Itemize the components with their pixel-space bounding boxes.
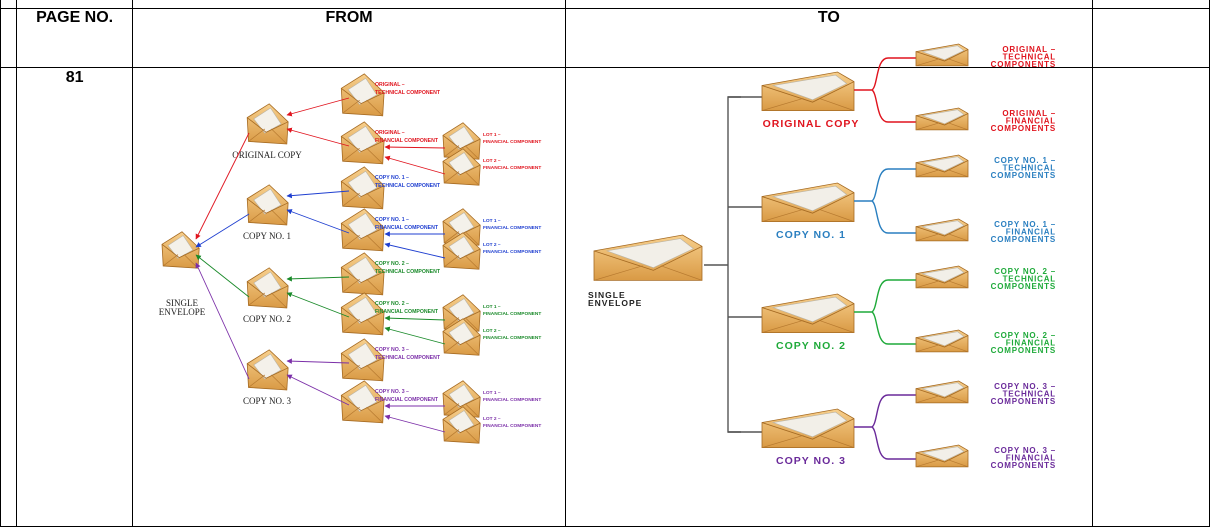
copy-label: COPY NO. 1	[243, 231, 292, 241]
financial-component-envelope-icon	[916, 108, 968, 130]
copy-envelope-icon	[762, 409, 854, 448]
connector-arrow	[196, 255, 249, 297]
connector-arrow	[287, 129, 349, 146]
technical-component-envelope-icon	[916, 266, 968, 288]
financial-component-label: COPY NO. 2 – FINANCIAL COMPONENTS	[990, 331, 1056, 355]
copy-envelope-icon	[762, 72, 854, 111]
to-cell	[565, 45, 1092, 527]
connector-arrow	[385, 244, 445, 258]
financial-component-label: COPY NO. 2 – FINANCIAL COMPONENT	[375, 301, 439, 315]
lot-label: LOT 1 – FINANCIAL COMPONENT	[483, 219, 542, 231]
connector-arrow	[385, 416, 445, 432]
connector-arrow	[385, 318, 445, 320]
technical-component-label: COPY NO. 3 – TECHNICAL COMPONENTS	[990, 382, 1056, 406]
main-bracket	[728, 97, 741, 432]
page-number: 81	[17, 68, 133, 527]
component-bracket	[854, 395, 888, 459]
financial-component-label: ORIGINAL – FINANCIAL COMPONENT	[375, 130, 439, 144]
header-from: FROM	[133, 9, 566, 68]
technical-component-label: COPY NO. 2 – TECHNICAL COMPONENTS	[990, 267, 1056, 291]
cell-margin	[1, 0, 17, 9]
single-envelope-label: SINGLE ENVELOPE	[158, 298, 206, 317]
header-to: TO	[565, 9, 1092, 68]
copy-label: ORIGINAL COPY	[232, 150, 302, 160]
header-page-no: PAGE NO.	[17, 9, 133, 68]
financial-component-label: COPY NO. 1 – FINANCIAL COMPONENT	[375, 217, 439, 231]
copy-label: ORIGINAL COPY	[762, 118, 860, 130]
technical-component-label: ORIGINAL – TECHNICAL COMPONENT	[375, 82, 441, 96]
to-diagram	[566, 45, 1090, 526]
copy-envelope-icon	[247, 268, 288, 308]
connector-arrow	[385, 157, 445, 174]
single-envelope-icon	[162, 232, 199, 268]
lot-label: LOT 1 – FINANCIAL COMPONENT	[483, 305, 542, 317]
lot-label: LOT 2 – FINANCIAL COMPONENT	[483, 243, 542, 255]
connector-arrow	[287, 98, 349, 115]
cell-margin	[1, 68, 17, 527]
from-diagram	[133, 68, 563, 526]
copy-envelope-icon	[762, 294, 854, 333]
technical-component-label: COPY NO. 2 – TECHNICAL COMPONENT	[375, 261, 441, 275]
header-extra	[1092, 9, 1209, 68]
connector-arrow	[287, 210, 349, 233]
financial-component-envelope-icon	[916, 445, 968, 467]
copy-label: COPY NO. 1	[775, 229, 846, 241]
single-envelope-label: SINGLE ENVELOPE	[587, 290, 643, 308]
copy-envelope-icon	[247, 185, 288, 225]
component-bracket	[854, 280, 888, 344]
connector-arrow	[385, 328, 445, 344]
copy-label: COPY NO. 3	[775, 455, 846, 467]
lot-label: LOT 2 – FINANCIAL COMPONENT	[483, 329, 542, 341]
connector-arrow	[196, 214, 249, 247]
technical-component-label: COPY NO. 1 – TECHNICAL COMPONENTS	[990, 156, 1056, 180]
top-strip	[1, 0, 1210, 9]
financial-component-envelope-icon	[916, 330, 968, 352]
connector-arrow	[287, 293, 349, 317]
copy-label: COPY NO. 2	[775, 340, 846, 352]
component-bracket	[854, 58, 888, 122]
financial-component-label: COPY NO. 3 – FINANCIAL COMPONENT	[375, 389, 439, 403]
connector-arrow	[196, 263, 249, 379]
lot-label: LOT 2 – FINANCIAL COMPONENT	[483, 417, 542, 429]
technical-component-envelope-icon	[916, 381, 968, 403]
technical-component-label: COPY NO. 3 – TECHNICAL COMPONENT	[375, 347, 441, 361]
lot-label: LOT 1 – FINANCIAL COMPONENT	[483, 133, 542, 145]
technical-component-label: COPY NO. 1 – TECHNICAL COMPONENT	[375, 175, 441, 189]
lot-label: LOT 2 – FINANCIAL COMPONENT	[483, 159, 542, 171]
from-cell	[133, 68, 566, 527]
financial-component-envelope-icon	[916, 219, 968, 241]
copy-label: COPY NO. 2	[243, 314, 292, 324]
component-bracket	[854, 169, 888, 233]
financial-component-label: COPY NO. 1 – FINANCIAL COMPONENTS	[990, 220, 1056, 244]
copy-envelope-icon	[247, 104, 288, 144]
lot-label: LOT 1 – FINANCIAL COMPONENT	[483, 391, 542, 403]
connector-arrow	[287, 277, 349, 279]
cell-margin	[1, 9, 17, 68]
copy-envelope-icon	[762, 183, 854, 222]
connector-arrow	[385, 147, 445, 148]
financial-component-label: COPY NO. 3 – FINANCIAL COMPONENTS	[990, 446, 1056, 470]
connector-arrow	[196, 133, 249, 239]
connector-arrow	[287, 191, 349, 196]
copy-envelope-icon	[247, 350, 288, 390]
technical-component-label: ORIGINAL – TECHNICAL COMPONENTS	[990, 45, 1056, 69]
copy-label: COPY NO. 3	[243, 396, 292, 406]
connector-arrow	[287, 361, 349, 363]
technical-component-envelope-icon	[916, 155, 968, 177]
single-envelope-icon	[594, 235, 702, 280]
content-row	[1, 68, 1210, 527]
connector-arrow	[287, 375, 349, 405]
extra-cell	[1092, 68, 1209, 527]
financial-component-label: ORIGINAL – FINANCIAL COMPONENTS	[990, 109, 1056, 133]
